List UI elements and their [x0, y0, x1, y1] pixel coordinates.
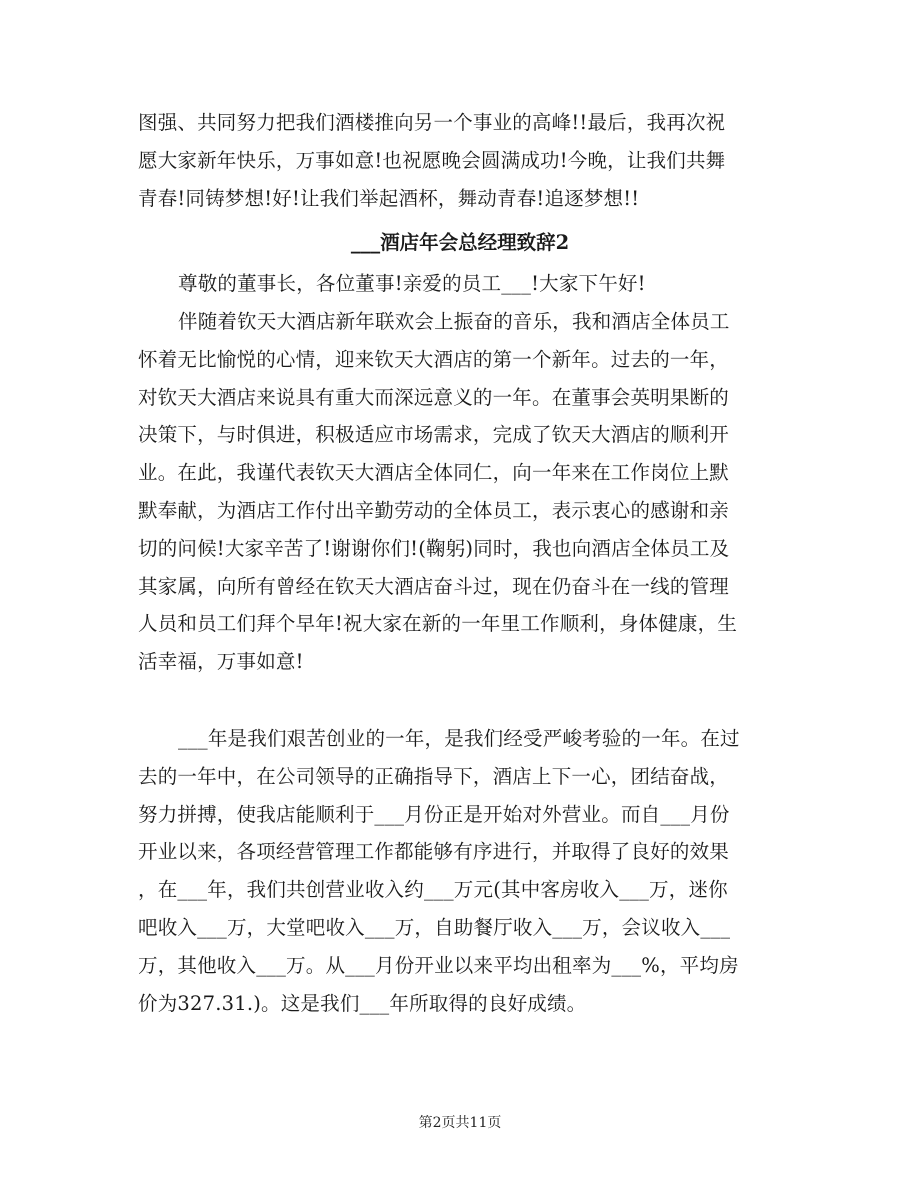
paragraph-greeting — [138, 265, 786, 303]
text-line: 对钦天大酒店来说具有重大而深远意义的一年。在董事会英明果断的 — [138, 385, 730, 409]
text-line: 人员和员工们拜个早年!祝大家在新的一年里工作顺利，身体健康，生 — [138, 612, 738, 636]
text-line: 价为327.31.)。这是我们___年所取得的良好成绩。 — [138, 991, 587, 1015]
text-line: 业。在此，我谨代表钦天大酒店全体同仁，向一年来在工作岗位上默 — [138, 461, 730, 485]
text-line: 默奉献，为酒店工作付出辛勤劳动的全体员工，表示衷心的感谢和亲 — [138, 498, 730, 522]
page-number-footer: 第2页共11页 — [418, 1115, 502, 1131]
text-line: 去的一年中，在公司领导的正确指导下，酒店上下一心，团结奋战， — [138, 764, 730, 788]
text-line: 其家属，向所有曾经在钦天大酒店奋斗过，现在仍奋斗在一线的管理 — [138, 574, 730, 598]
paragraph-new-year-address — [138, 303, 786, 681]
section-heading: ___酒店年会总经理致辞2 — [350, 231, 570, 254]
text-line: 决策下，与时俱进，积极适应市场需求，完成了钦天大酒店的顺利开 — [138, 423, 730, 447]
text-line: 怀着无比愉悦的心情，迎来钦天大酒店的第一个新年。过去的一年， — [138, 347, 730, 371]
text-line: 图强、共同努力把我们酒楼推向另一个事业的高峰!!最后，我再次祝 — [138, 111, 726, 134]
text-line: ，在___年，我们共创营业收入约___万元(其中客房收入___万，迷你 — [138, 878, 728, 902]
text-line: 活幸福，万事如意! — [138, 650, 304, 674]
text-line: 开业以来，各项经营管理工作都能够有序进行，并取得了良好的效果 — [138, 840, 730, 864]
text-line: 万，其他收入___万。从___月份开业以来平均出租率为___%，平均房 — [138, 953, 739, 977]
text-line: 吧收入___万，大堂吧收入___万，自助餐厅收入___万，会议收入___ — [138, 915, 731, 939]
text-line: 青春!同铸梦想!好!让我们举起酒杯，舞动青春!追逐梦想!! — [138, 186, 640, 210]
text-line: 愿大家新年快乐，万事如意!也祝愿晚会圆满成功!今晚，让我们共舞 — [138, 148, 726, 172]
paragraph-closing-remarks — [138, 104, 786, 217]
text-line: 伴随着钦天大酒店新年联欢会上振奋的音乐，我和酒店全体员工 — [178, 310, 730, 333]
text-line: 努力拼搏，使我店能顺利于___月份正是开始对外营业。而自___月份 — [138, 802, 730, 826]
paragraph-annual-review — [138, 720, 786, 1022]
text-line: 切的问候!大家辛苦了!谢谢你们!(鞠躬)同时，我也向酒店全体员工及 — [138, 536, 730, 560]
text-line: 尊敬的董事长，各位董事!亲爱的员工___!大家下午好! — [178, 272, 646, 295]
text-line: ___年是我们艰苦创业的一年，是我们经受严峻考验的一年。在过 — [178, 727, 740, 750]
